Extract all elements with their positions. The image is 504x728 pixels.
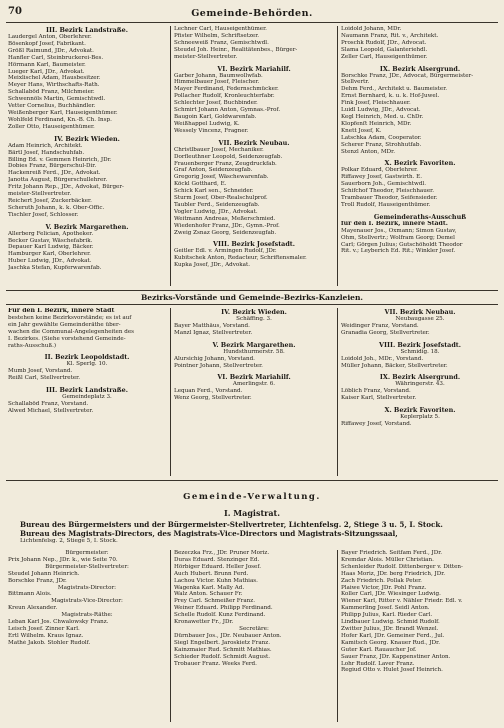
- entry-line: Billing Ed. v. Gemmen Heinrich, JDr.: [8, 156, 112, 163]
- entry-line: Stellvertr.: [341, 79, 370, 86]
- entry-line: Weiner Eduard. Philipp Ferdinand.: [174, 605, 273, 612]
- entry-line: Riffawey Josef, Gastwirth. E.: [341, 174, 423, 181]
- entry-line: Bärtl Josef, Handschuhfab.: [8, 149, 85, 156]
- entry-line: Schieder Rudolf. Schmidt August.: [174, 653, 270, 660]
- section-rule: [6, 480, 498, 481]
- entry-line: I. Bezirkes. (Siehe vorstehend Gemeinde-: [8, 335, 126, 342]
- entry-line: Graf Anton, Seidenzeugfab.: [174, 167, 253, 174]
- entry-line: Kreun Alexander.: [8, 605, 58, 612]
- entry-line: Keplerplatz 5.: [400, 414, 440, 421]
- entry-line: Wenz Georg, Stellvertreter.: [174, 395, 252, 402]
- entry-line: Becker Gustav, Wäschefabrik.: [8, 237, 93, 244]
- entry-line: Gemeindeplatz 3.: [62, 394, 112, 401]
- section-heading: VII. Bezirk Neubau.: [218, 138, 290, 147]
- entry-line: Alursichig Johann, Vorstand.: [174, 355, 255, 362]
- column-divider: [170, 26, 171, 286]
- entry-line: Dürnbauer Jos., JDr. Neubauer Anton.: [174, 632, 282, 639]
- entry-line: Hofer Karl, JDr. Gemeiner Ferd., Jul.: [341, 632, 445, 639]
- entry-line: Magistrats-Director:: [57, 584, 117, 591]
- bottom-column-1: [8, 550, 166, 647]
- entry-line: Köckl Gotthard, E.: [174, 181, 227, 188]
- column-divider: [337, 26, 338, 286]
- entry-line: Himmelbauer Josef, Fleischer.: [174, 79, 260, 86]
- entry-line: Dobies Franz, Bürgerschul-Dir.: [8, 163, 97, 170]
- entry-line: Mayenauer Jos., Oxmann; Simon Gustav,: [341, 227, 457, 234]
- entry-line: Loidold Johann, MDr.: [341, 26, 402, 32]
- entry-line: Granadia Georg, Stellvertreter.: [341, 329, 430, 336]
- entry-line: Währingerstr. 43.: [395, 381, 445, 388]
- entry-line: Vogler Ludwig, JDr., Advokat.: [174, 208, 258, 215]
- entry-line: Proschk Rudolf, JDr., Advocat.: [341, 39, 427, 46]
- entry-line: Lueger Karl, JDr., Advokat.: [8, 68, 85, 75]
- entry-line: Schmidig. 18.: [400, 348, 440, 355]
- section-heading: III. Bezirk Landstraße.: [46, 386, 128, 395]
- entry-line: Pfister Wilhelm, Schriftsetzer.: [174, 32, 260, 39]
- entry-line: Kammerling Josef. Seidl Anton.: [341, 605, 430, 612]
- entry-line: Hundsthurmerstr. 58.: [223, 348, 285, 355]
- entry-line: Dorfleuthner Leopold, Seidenzeugfab.: [174, 153, 283, 160]
- entry-line: Walz Anton. Schauer Fr.: [174, 591, 243, 598]
- entry-line: Kegl Heinrich, Med. u. ChDr.: [341, 113, 424, 120]
- entry-line: Schäffing. 3.: [236, 316, 272, 322]
- entry-line: Kremdar Alois. Müller Christian.: [341, 556, 434, 563]
- entry-line: Fink Josef, Fleischhauer.: [341, 100, 411, 107]
- entry-line: Philipp Julius, Karl. Rieder Carl.: [341, 612, 433, 619]
- bureau-heading: Bureau des Bürgermeisters und der Bürgermeister-Stellvertreter, Lichtenfelsg. 2, Stiege 3 u. 5, I. Stock.: [20, 520, 443, 529]
- section-heading: II. Bezirk Leopoldstadt.: [44, 353, 130, 362]
- entry-line: Amerlingstr. 6.: [232, 381, 276, 388]
- section-title-verwaltung: Gemeinde-Verwaltung.: [183, 492, 321, 502]
- entry-line: Schneeweiß Franz, Gemischtwdl.: [174, 39, 269, 46]
- entry-line: Hanfler Carl, Steinbruckerei-Bes.: [8, 54, 104, 61]
- section-heading: Für den I. Bezirk, innere Stadt: [8, 308, 115, 314]
- entry-line: Slama Leopold, Galanteriehdl.: [341, 46, 428, 53]
- entry-line: Weißenberger Karl, Hauseigenthümer.: [8, 109, 118, 116]
- entry-line: Trambauer Theodor, Seifensieder.: [341, 195, 438, 202]
- entry-line: Lindbauer Ludwig. Schmid Rudolf.: [341, 619, 440, 626]
- entry-line: Auch Hubert. Brunn Ferd.: [174, 570, 249, 577]
- entry-line: Leban Karl Jos. Chwalowsky Franz.: [8, 619, 109, 626]
- entry-line: Schick Karl sen., Schneider.: [174, 188, 254, 195]
- top-column-3: [341, 26, 499, 255]
- entry-line: Duras Eduard. Stenzinger Ed.: [174, 556, 260, 563]
- bureau-lines: [20, 520, 495, 545]
- entry-line: Scherer Franz, Strohhutfab.: [341, 141, 422, 148]
- entry-line: Regiud Otto v. Hulet Josef Heinrich.: [341, 667, 443, 674]
- entry-line: Pointner Johann, Stellvertreter.: [174, 362, 263, 369]
- entry-line: Manzl Ignaz, Stellvertreter.: [174, 329, 253, 336]
- entry-line: Geitler Edl. v. Armingen Rudolf, JDr.: [174, 248, 277, 255]
- entry-line: Ohm, Stellvertr.; Wolfram Georg; Demel: [341, 234, 455, 241]
- entry-line: Prey Carl. Schmeißer Franz.: [174, 598, 256, 605]
- entry-line: raths-Ausschuß.): [8, 342, 57, 349]
- entry-line: Naumann Franz, Rit. v., Architekt.: [341, 32, 439, 39]
- section-heading: IX. Bezirk Alsergrund.: [379, 64, 461, 73]
- entry-line: Loidold Joh., MDr., Vorstand.: [341, 355, 424, 362]
- entry-line: Bösenkopf Josef, Fabrikant.: [8, 40, 86, 47]
- entry-line: Lichtenfelsg. 2, Stiege 5, I. Stock.: [20, 538, 118, 544]
- entry-line: ein Jahr gewählte Gemeinderäthe über-: [8, 321, 121, 328]
- entry-line: Vetter Cornelius, Buchhändler.: [8, 103, 96, 110]
- entry-line: Prix Johann Nep., JDr. k., wie Seite 70.: [8, 556, 118, 563]
- entry-line: Lachou Victor. Kuhn Mathias.: [174, 577, 258, 584]
- bottom-column-3: [341, 550, 499, 674]
- entry-line: Sturm Josef, Ober-Realschulprof.: [174, 195, 268, 202]
- entry-line: Fritz Johann Rep., JDr., Advokat, Bürger-: [8, 184, 124, 191]
- entry-line: Borschke Franz, JDr., Advocat, Bürgermeister-: [341, 72, 474, 79]
- entry-line: Hamburger Karl, Oberlehrer.: [8, 251, 91, 258]
- entry-line: Schifchof Theodor, Fleischhauer.: [341, 188, 435, 195]
- entry-line: Schmirt Johann Anton, Gymnas.-Prof.: [174, 107, 281, 114]
- section-heading: III. Bezirk Landstraße.: [46, 26, 128, 34]
- top-rule: [6, 22, 498, 23]
- entry-line: Siegl Engelbert. Jaroskietz Franz.: [174, 639, 270, 646]
- entry-line: Meixlischel Adam, Hausbesitzer.: [8, 75, 101, 82]
- entry-line: Zach Friedrich. Pollak Peter.: [341, 577, 422, 584]
- entry-line: Plaiwe Victor, JDr. Pohl Franz.: [341, 584, 427, 591]
- entry-line: Riffawey Josef, Vorstand.: [341, 421, 412, 428]
- entry-line: Ertl Wilhelm. Kraus Ignaz.: [8, 632, 84, 639]
- entry-line: Polkar Eduard, Oberlehrer.: [341, 167, 418, 174]
- entry-line: Steudel Joh. Heinr., Realitätenbes., Bürger-: [174, 46, 298, 53]
- top-column-1: [8, 26, 166, 272]
- entry-line: Borschke Franz, JDr.: [8, 577, 67, 584]
- entry-line: Kronawetter Fr., JDr.: [174, 619, 234, 626]
- entry-line: Rit. v.; Leyberich Ed. Rit.; Winkler Josef.: [341, 248, 456, 255]
- section-title-bezirks: Bezirks-Vorstände und Gemeinde-Bezirks-Kanzleien.: [140, 293, 364, 302]
- entry-line: Stenzl Anton, MDr.: [341, 148, 395, 155]
- entry-line: Luidl Ludwig, JDr., Advocat.: [341, 107, 421, 114]
- entry-line: Schlechter Josef, Buchbinder.: [174, 100, 258, 107]
- entry-line: Mathé Jakob. Stohler Rudolf.: [8, 639, 91, 646]
- section-heading: VI. Bezirk Mariahilf.: [217, 64, 291, 73]
- section-heading: IV. Bezirk Wieden.: [221, 308, 287, 316]
- entry-line: Taubler Ferd., Seidenzeugfab.: [174, 201, 260, 208]
- section-heading: IV. Bezirk Wieden.: [54, 134, 120, 143]
- section-heading: Gemeinderaths-Ausschuß: [373, 212, 467, 221]
- entry-line: Gregorig Josef, Wäschewarenfab.: [174, 174, 269, 181]
- entry-line: Müller Johann, Bäcker, Stellvertreter.: [341, 362, 448, 369]
- entry-line: Magistrats-Räthe:: [61, 612, 113, 619]
- entry-line: Latschka Adam, Cooperator.: [341, 134, 422, 141]
- entry-line: Lechner Carl, Hauseigenthümer.: [174, 26, 267, 32]
- entry-line: Scheruth Johann, k. k. Ober-Offic.: [8, 204, 105, 211]
- entry-line: wachen die Communal-Angelegenheiten des: [8, 328, 135, 335]
- section-heading: VIII. Bezirk Josefstadt.: [379, 340, 461, 349]
- entry-line: Huber Ludwig, JDr., Advokat.: [8, 258, 92, 265]
- entry-line: Trobauer Franz. Weeks Ferd.: [174, 660, 257, 667]
- entry-line: Depauer Karl Ludwig, Bäcker.: [8, 244, 94, 251]
- entry-line: Kupka Josef, JDr., Advokat.: [174, 262, 250, 269]
- entry-line: Bayer Matthäus, Vorstand.: [174, 322, 250, 329]
- entry-line: bestehen keine Bezirksvorstände; es ist auf: [8, 314, 132, 321]
- entry-line: Mayer Ferdinand, Federnschmücker.: [174, 86, 279, 93]
- entry-line: Ernst Bernhard, k. u. k. Hof-Juwel.: [341, 93, 440, 100]
- entry-line: Löblich Franz, Vorstand.: [341, 388, 411, 395]
- top-column-2: [174, 26, 334, 269]
- section-heading: VI. Bezirk Mariahilf.: [217, 373, 291, 382]
- mid-column-2: [174, 308, 334, 402]
- section-heading: X. Bezirk Favoriten.: [384, 159, 456, 168]
- entry-line: Wessely Vincenz, Fragner.: [174, 127, 249, 134]
- section-rule: [6, 290, 498, 291]
- entry-line: Bittmann Alois.: [8, 591, 52, 598]
- entry-line: Steudel Johann Heinrich.: [8, 570, 80, 577]
- entry-line: Haas Moriz, JDr. berg Friedrich, JDr.: [341, 570, 446, 577]
- entry-line: Reißl Carl, Stellvertreter.: [8, 375, 80, 382]
- entry-line: Pollacher Rudolf, Kronleuchterfabr.: [174, 93, 275, 100]
- entry-line: Wiener Karl, Ritter v. Nähler Friedr. Edl. v.: [341, 598, 463, 605]
- entry-line: Wohlfeld Ferdinand, Kn.-B. Ch. Insp.: [8, 116, 112, 123]
- section-heading: V. Bezirk Margarethen.: [45, 222, 129, 231]
- entry-line: Schwennöls Martin, Gemischtwdl.: [8, 96, 106, 103]
- bureau-heading: Bureau des Magistrats-Directors, des Magistrats-Vice-Directors und Magistrats-Sitzungssaal,: [20, 529, 398, 538]
- section-heading: IX. Bezirk Alsergrund.: [379, 373, 461, 382]
- entry-line: Alwed Michael, Stellvertreter.: [8, 407, 94, 414]
- entry-line: Schallaböd Franz, Milchmeier.: [8, 89, 95, 96]
- entry-line: Bayer Friedrich. Seitfam Ferd., JDr.: [341, 550, 443, 556]
- entry-line: Bezeczka Frz., JDr. Pruner Moriz.: [174, 550, 270, 556]
- entry-line: Christlbauer Josef, Mechaniker.: [174, 146, 264, 153]
- section-heading: X. Bezirk Favoriten.: [384, 406, 456, 415]
- mid-column-3: [341, 308, 499, 428]
- entry-line: Reichert Josef, Zuckerbäcker.: [8, 197, 92, 204]
- entry-line: Lequan Ferd., Vorstand.: [174, 388, 243, 395]
- entry-line: Jaschka Stefan, Kupferwarenfab.: [8, 265, 102, 272]
- entry-line: Neubaugasse 25.: [395, 316, 445, 322]
- entry-line: meister-Stellvertreter.: [8, 191, 72, 198]
- entry-line: Kaiser Karl, Stellvertreter.: [341, 395, 417, 402]
- page-number: 70: [8, 6, 22, 17]
- entry-line: Klopfenſt Heinrich, MDr.: [341, 120, 412, 127]
- section-heading: V. Bezirk Margarethen.: [212, 340, 296, 349]
- entry-line: Zeller Carl, Hauseigenthümer.: [341, 53, 428, 60]
- section-heading: VII. Bezirk Neubau.: [384, 308, 456, 316]
- entry-line: Zoller Otto, Hauseigenthümer.: [8, 123, 95, 130]
- entry-line: Sauer Franz, JDr. Kappenstiner Anton.: [341, 653, 451, 660]
- entry-line: Leisch Josef. Zinner Karl.: [8, 625, 80, 632]
- entry-line: Janotta August, Bürgerschullehrer.: [8, 177, 108, 184]
- entry-line: Wagenka Karl. Mally Ad.: [174, 584, 245, 591]
- entry-line: Knett Josef, K.: [341, 127, 382, 134]
- mid-column-1: [8, 308, 166, 415]
- column-divider: [170, 550, 171, 722]
- entry-line: Schenleider Rudolf. Dittenberger v. Ditten-: [341, 563, 463, 570]
- bottom-column-2: [174, 550, 334, 667]
- running-head: Gemeinde-Behörden.: [191, 8, 313, 19]
- entry-line: Garber Johann, Baumwollwfab.: [174, 72, 263, 79]
- entry-line: Carl; Görgen Julius; Gutschöholdt Theodor: [341, 241, 463, 248]
- entry-line: Zweig Zsnaz Georg, Seidenzeugfab.: [174, 229, 277, 236]
- section-heading: VIII. Bezirk Josefstadt.: [213, 240, 295, 249]
- entry-line: Dehm Ferd., Architekt u. Baumeister.: [341, 86, 448, 93]
- entry-line: Hörbiger Eduard. Heller Josef.: [174, 563, 262, 570]
- magistrat-title: I. Magistrat.: [223, 508, 281, 518]
- entry-line: Baugoin Karl, Goldwarenfab.: [174, 113, 257, 120]
- entry-line: Adam Heinrich, Architekt.: [8, 142, 83, 149]
- entry-line: Meyer Hans, Wirthschafts-Rath.: [8, 82, 100, 89]
- entry-line: meister-Stellvertreter.: [174, 53, 238, 60]
- entry-line: Weitmann Andreas, Meßerschmied.: [174, 215, 276, 222]
- entry-line: Kl. Sperlg. 10.: [66, 361, 108, 368]
- section-heading: für den I. Bezirk, innere Stadt.: [341, 220, 448, 227]
- entry-line: Koller Carl, JDr. Wiesinger Ludwig.: [341, 591, 441, 598]
- entry-line: Sauerborn Joh., Gemischtwdl.: [341, 181, 426, 188]
- entry-line: Guter Karl. Rauaucher Jof.: [341, 646, 417, 653]
- entry-line: Kubitschek Anton, Redacteur, Schriftensmaler.: [174, 255, 307, 262]
- column-divider: [337, 550, 338, 722]
- entry-line: Magistrats-Vice-Director:: [51, 598, 123, 605]
- entry-line: Allerberg Felician, Apotheker.: [8, 230, 94, 237]
- entry-line: Secretäre:: [239, 625, 269, 632]
- entry-line: Frauenberger Franz, Zeugdruckfab.: [174, 160, 277, 167]
- entry-line: Mumb Josef, Vorstand.: [8, 368, 73, 375]
- entry-line: Hörmann Karl, Baumeister.: [8, 61, 86, 68]
- entry-line: Kainzmaier Rud. Schmitt Mathias.: [174, 646, 272, 653]
- entry-line: Größl Raimund, JDr., Advokat.: [8, 47, 94, 54]
- entry-line: Lohr Rudolf. Laver Franz.: [341, 660, 415, 667]
- entry-line: Schallaböd Franz, Vorstand.: [8, 401, 89, 408]
- column-divider: [337, 308, 338, 476]
- entry-line: Troll Rudolf, Hauseigenthümer.: [341, 201, 431, 208]
- entry-line: Laudergel Anton, Oberlehrer.: [8, 34, 92, 40]
- entry-line: Schelle Rudolf. Kunz Ferdinand.: [174, 612, 266, 619]
- entry-line: Kamitsch Georg. Knauer Rud., JDr.: [341, 639, 440, 646]
- entry-line: Weidinger Franz, Vorstand.: [341, 322, 419, 329]
- entry-line: Wiedenhofer Franz, JDr., Gymn.-Prof.: [174, 222, 280, 229]
- section-rule: [6, 304, 498, 305]
- entry-line: Hackenreiß Ferd., JDr., Advokat.: [8, 170, 101, 177]
- column-divider: [170, 308, 171, 476]
- entry-line: Weißhappel Ludwig, K.: [174, 120, 240, 127]
- entry-line: Bürgermeister:: [65, 550, 109, 556]
- entry-line: Zwitter Julius, JDr. Brandl Wenzel.: [341, 625, 439, 632]
- entry-line: Bürgermeister-Stellvertreter:: [45, 563, 129, 570]
- entry-line: Tischler Josef, Schlosser.: [8, 211, 79, 218]
